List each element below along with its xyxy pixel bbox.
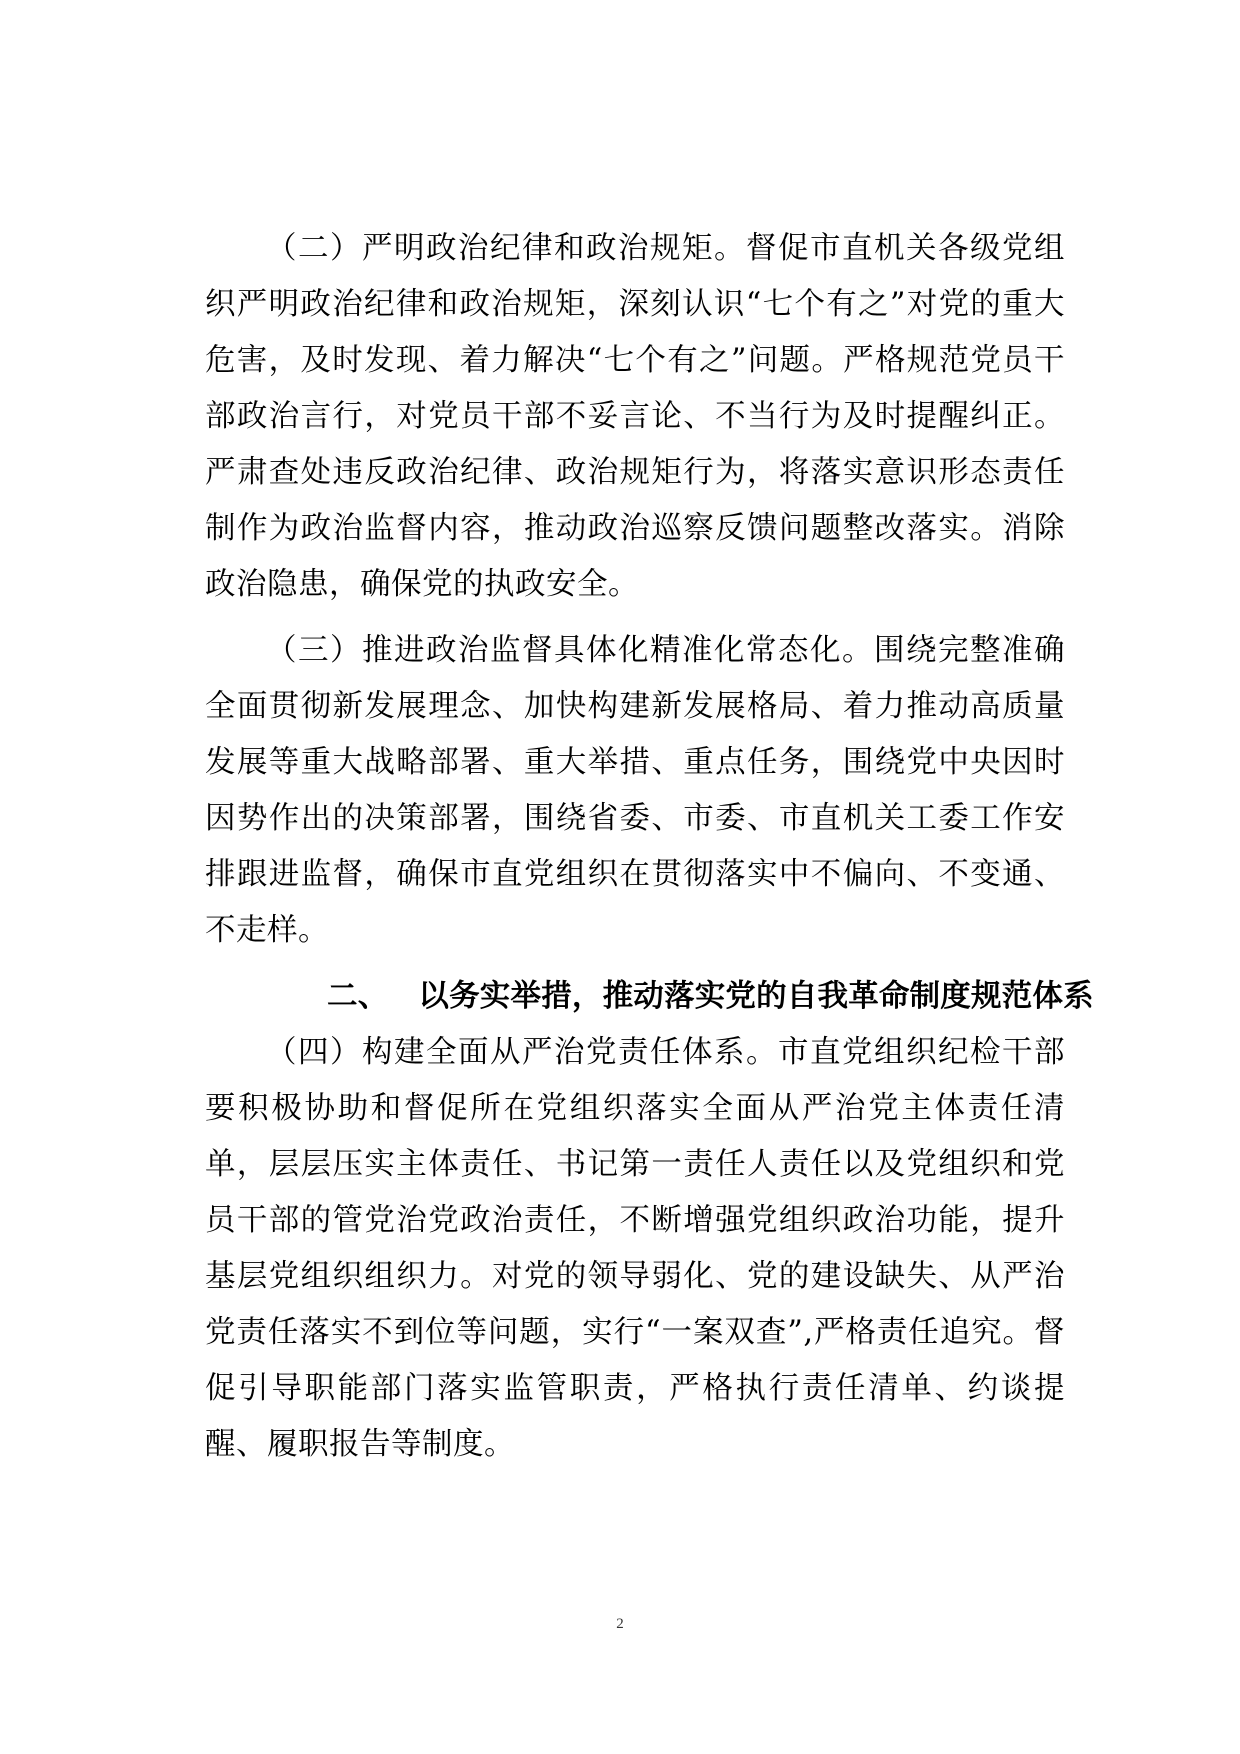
- section-heading-text: 以务实举措，推动落实党的自我革命制度规范体系: [418, 979, 1094, 1014]
- paragraph-political-supervision: （三）推进政治监督具体化精准化常态化。围绕完整准确全面贯彻新发展理念、加快构建新发展格局、着力推动高质量发展等重大战略部署、重大举措、重点任务，围绕党中央因时因势作出的决策部署，围绕省委、市委、市直机关工委工作安排跟进监督，确保市直党组织在贯彻落实中不偏向、不变通、不走样。: [205, 633, 1065, 948]
- page-number: 2: [616, 1616, 624, 1632]
- document-body: [205, 221, 1094, 1473]
- section-heading: [205, 969, 1094, 1025]
- paragraph-responsibility-system: （四）构建全面从严治党责任体系。市直党组织纪检干部要积极协助和督促所在党组织落实全面从严治党主体责任清单，层层压实主体责任、书记第一责任人责任以及党组织和党员干部的管党治党政治责任，不断增强党组织政治功能，提升基层党组织组织力。对党的领导弱化、党的建设缺失、从严治党责任落实不到位等问题，实行“一案双查”,严格责任追究。督促引导职能部门落实监管职责，严格执行责任清单、约谈提醒、履职报告等制度。: [205, 1035, 1065, 1462]
- section-heading-number: 二、: [327, 979, 389, 1014]
- paragraph-political-discipline: （二）严明政治纪律和政治规矩。督促市直机关各级党组织严明政治纪律和政治规矩，深刻认识“七个有之”对党的重大危害，及时发现、着力解决“七个有之”问题。严格规范党员干部政治言行，对党员干部不妥言论、不当行为及时提醒纠正。严肃查处违反政治纪律、政治规矩行为，将落实意识形态责任制作为政治监督内容，推动政治巡察反馈问题整改落实。消除政治隐患，确保党的执政安全。: [205, 231, 1065, 602]
